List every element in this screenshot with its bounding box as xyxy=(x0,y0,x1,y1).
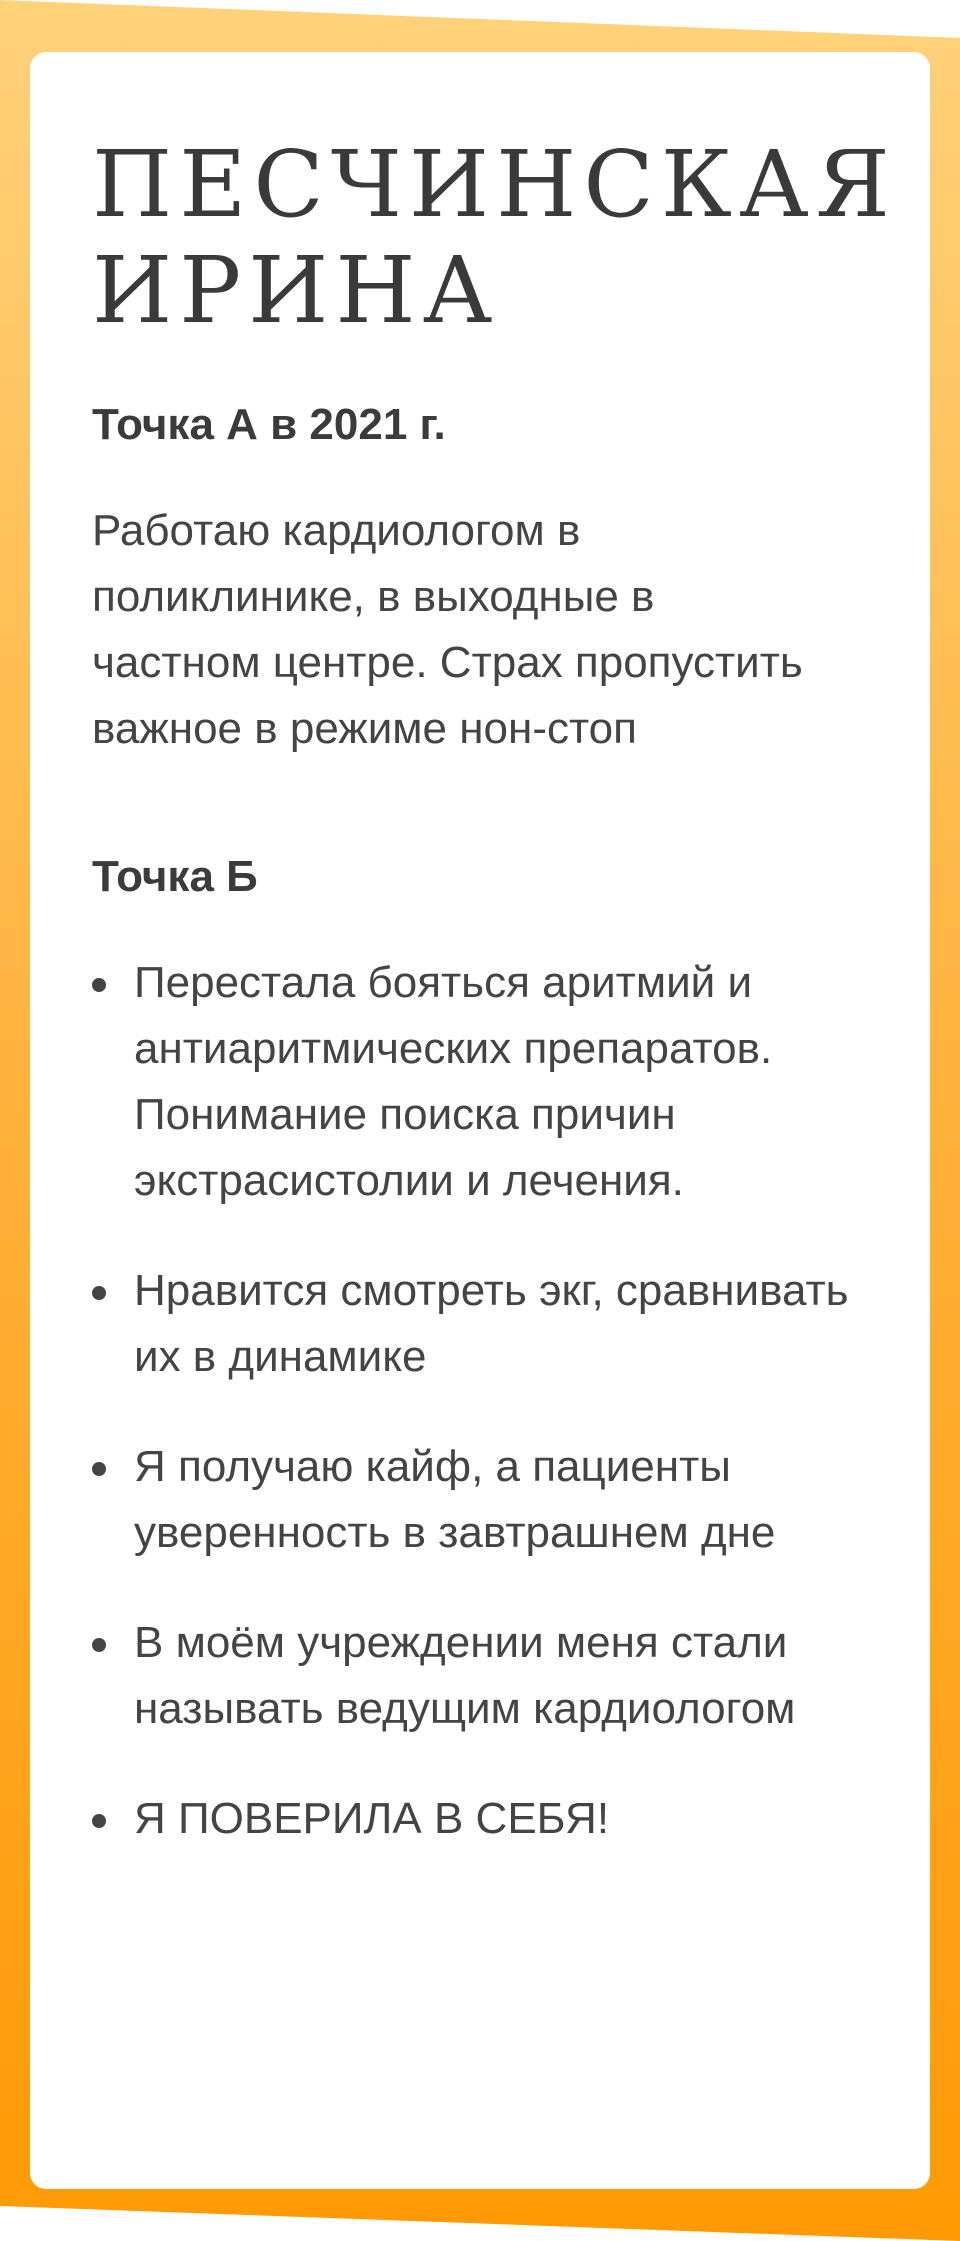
list-item-text: Я получаю кайф, а пациенты уверенность в завтрашнем дне xyxy=(134,1442,776,1557)
list-item xyxy=(92,1610,874,1742)
point-b-title: Точка Б xyxy=(92,852,258,901)
list-item-text: Нравится смотреть экг, сравнивать их в динамике xyxy=(134,1266,849,1381)
list-item xyxy=(92,950,874,1214)
bullet-dot-icon xyxy=(92,978,106,992)
testimonial-card xyxy=(30,52,930,2189)
list-item-text: В моём учреждении меня стали называть ведущим кардиологом xyxy=(134,1618,796,1733)
list-item xyxy=(92,1786,874,1852)
point-b-section xyxy=(92,850,870,1852)
list-item-text: Я ПОВЕРИЛА В СЕБЯ! xyxy=(134,1794,610,1843)
list-item xyxy=(92,1434,874,1566)
bullet-dot-icon xyxy=(92,1286,106,1300)
point-a-title: Точка А в 2021 г. xyxy=(92,400,446,449)
point-a-section xyxy=(92,398,870,762)
point-a-text: Работаю кардиологом в поликлинике, в выходные в частном центре. Страх пропустить важное в режиме нон-стоп xyxy=(92,506,803,753)
bullet-dot-icon xyxy=(92,1638,106,1652)
person-name: ПЕСЧИНСКАЯ ИРИНА xyxy=(92,131,897,344)
list-item xyxy=(92,1258,874,1390)
bullet-dot-icon xyxy=(92,1462,106,1476)
point-b-list xyxy=(92,950,870,1852)
bullet-dot-icon xyxy=(92,1814,106,1828)
list-item-text: Перестала бояться аритмий и антиаритмических препаратов. Понимание поиска причин экстрасистолии и лечения. xyxy=(134,958,773,1205)
